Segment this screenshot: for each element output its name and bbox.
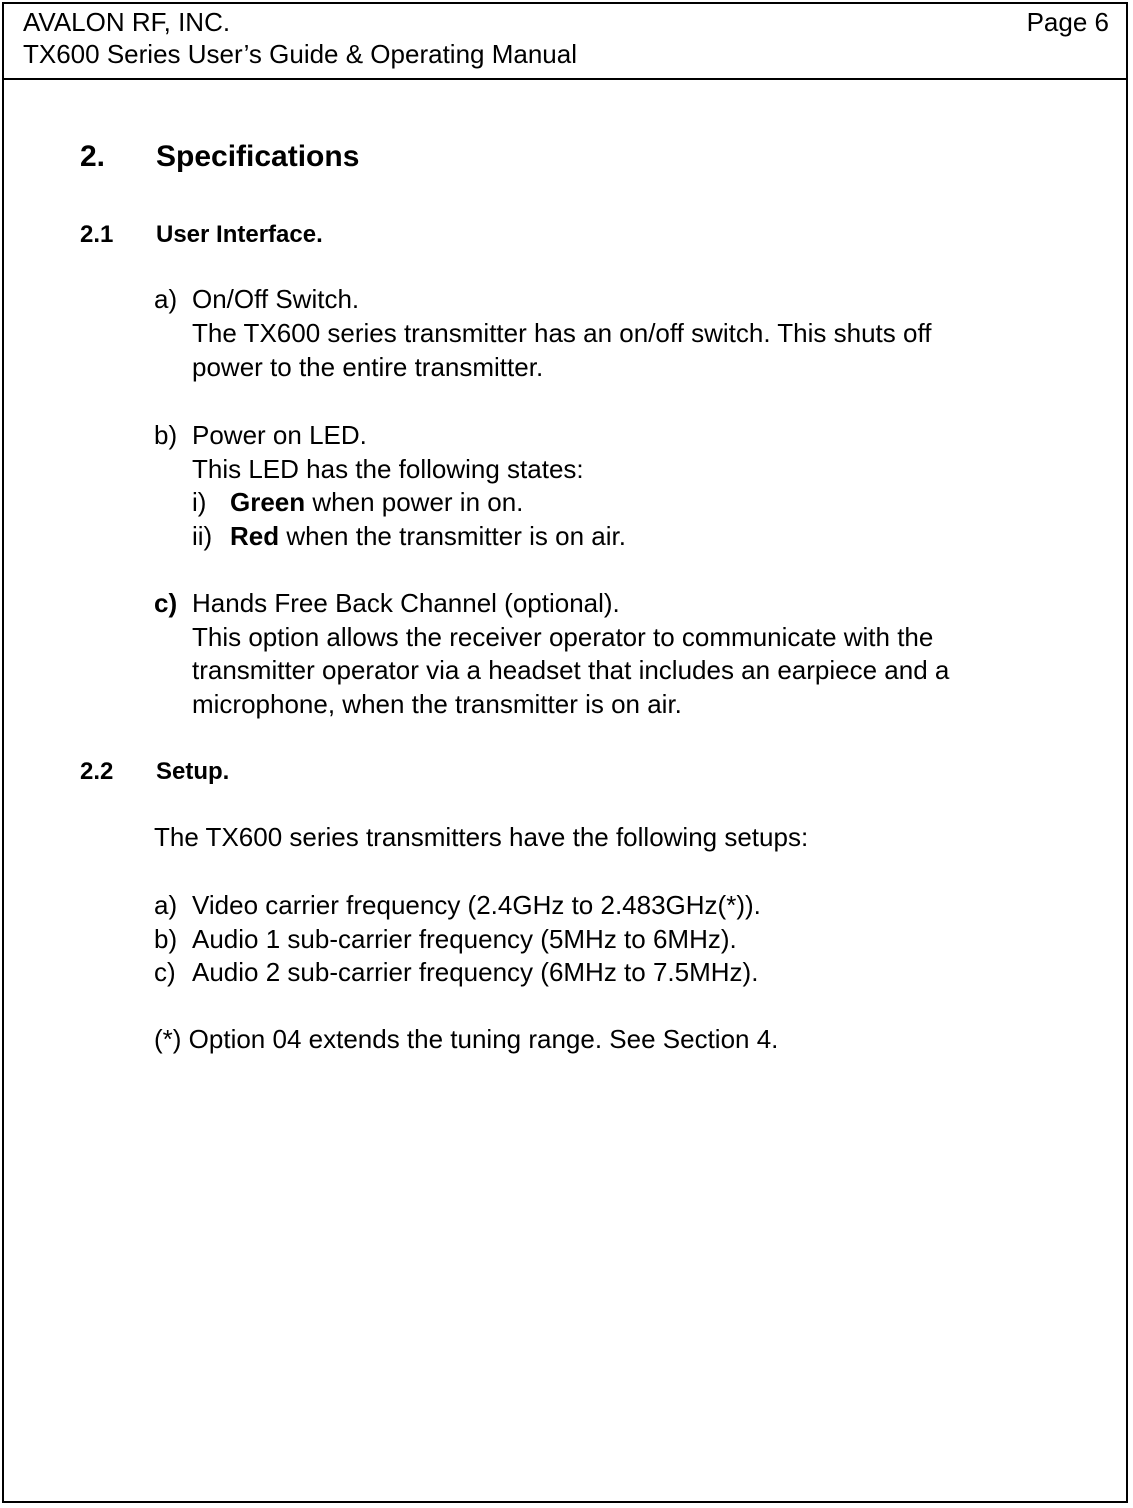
setup-marker: b) bbox=[154, 924, 178, 954]
state-red-label: Red bbox=[230, 521, 280, 551]
section-title: Specifications bbox=[156, 140, 360, 173]
state-text: when the transmitter is on air. bbox=[279, 521, 626, 551]
setup-intro: The TX600 series transmitters have the following setups: bbox=[154, 822, 809, 852]
item-title: Power on LED. bbox=[192, 420, 367, 450]
setup-item: Audio 2 sub-carrier frequency (6MHz to 7.5MHz). bbox=[192, 957, 759, 987]
setup-marker: a) bbox=[154, 890, 178, 920]
setup-item: Audio 1 sub-carrier frequency (5MHz to 6MHz). bbox=[192, 924, 737, 954]
item-title: On/Off Switch. bbox=[192, 284, 360, 314]
item-marker: b) bbox=[154, 420, 178, 450]
setup-marker: c) bbox=[154, 957, 176, 987]
section-number: 2. bbox=[80, 140, 106, 173]
header-divider bbox=[2, 78, 1128, 80]
item-text: The TX600 series transmitter has an on/off switch. This shuts off bbox=[192, 318, 932, 348]
subsection-number: 2.1 bbox=[80, 221, 114, 248]
item-text: This LED has the following states: bbox=[192, 454, 584, 484]
page-number: Page 6 bbox=[1026, 7, 1109, 37]
state-text: when power in on. bbox=[305, 487, 524, 517]
item-text: microphone, when the transmitter is on air. bbox=[192, 689, 682, 719]
item-title: Hands Free Back Channel (optional). bbox=[192, 588, 620, 618]
item-text: power to the entire transmitter. bbox=[192, 352, 544, 382]
company-name: AVALON RF, INC. bbox=[23, 7, 231, 37]
state-line bbox=[230, 487, 523, 517]
footnote: (*) Option 04 extends the tuning range. See Section 4. bbox=[154, 1024, 779, 1054]
subsection-number: 2.2 bbox=[80, 758, 114, 785]
item-text: transmitter operator via a headset that includes an earpiece and a bbox=[192, 655, 950, 685]
item-marker: a) bbox=[154, 284, 178, 314]
state-line bbox=[230, 521, 626, 551]
item-marker: c) bbox=[154, 588, 178, 618]
document-title: TX600 Series User’s Guide & Operating Manual bbox=[23, 39, 577, 69]
state-marker: ii) bbox=[192, 521, 213, 551]
subsection-title: Setup. bbox=[156, 758, 230, 785]
state-marker: i) bbox=[192, 487, 207, 517]
state-green-label: Green bbox=[230, 487, 306, 517]
item-text: This option allows the receiver operator to communicate with the bbox=[192, 622, 934, 652]
setup-item: Video carrier frequency (2.4GHz to 2.483GHz(*)). bbox=[192, 890, 761, 920]
subsection-title: User Interface. bbox=[156, 221, 323, 248]
